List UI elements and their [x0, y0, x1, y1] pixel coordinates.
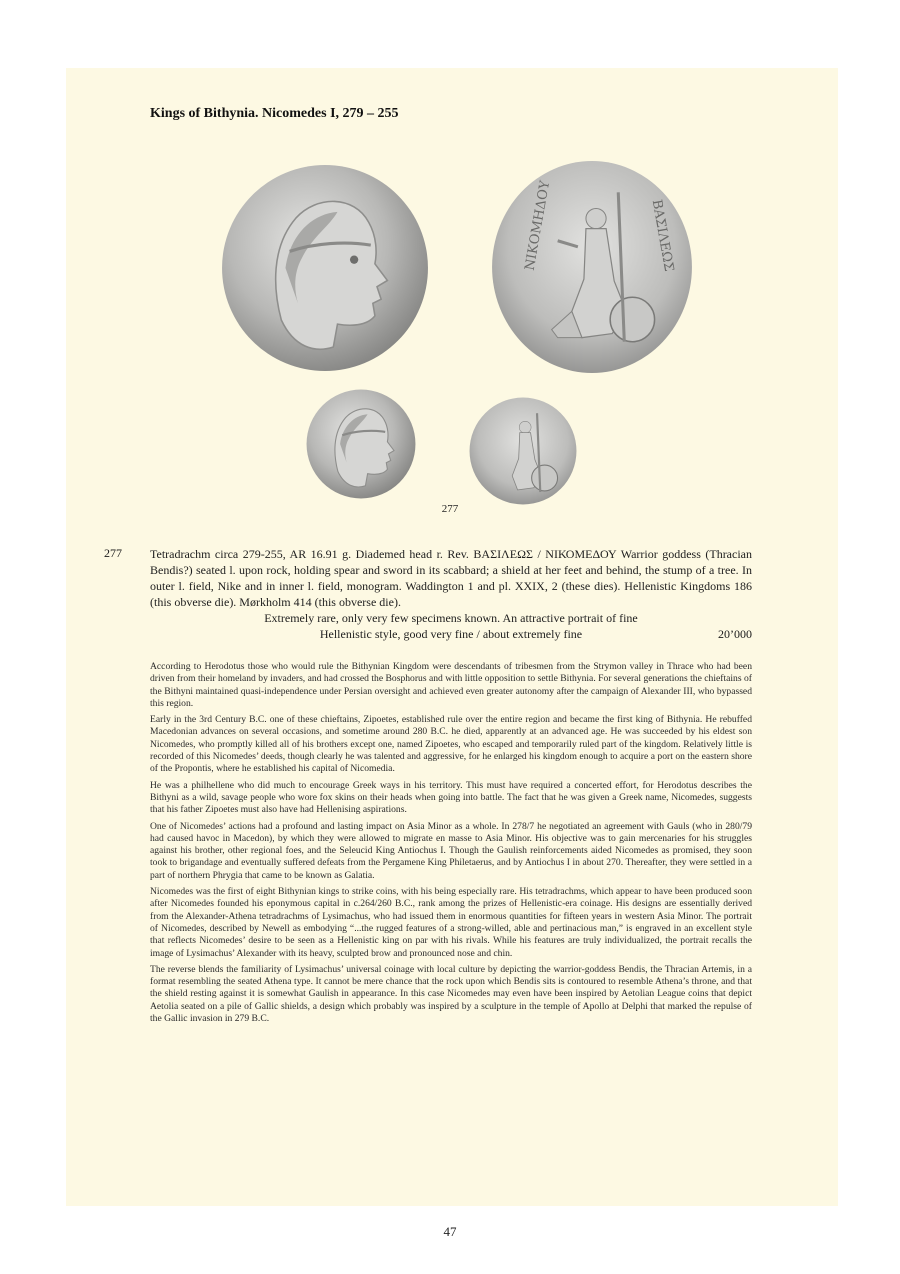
coin-obverse-large-image	[221, 163, 429, 373]
reverse-legend-right: ΒΑΣΙΛΕΩΣ	[648, 198, 677, 273]
essay-paragraph: Nicomedes was the first of eight Bithynian kings to strike coins, with his being especially rare. His tetradrachms, which appear to have been produced soon after Nicomedes founded his eponymous capital in c.264/260 B.C., rank among the prizes of Hellenistic-era coinage. His designs are essentially derived from the Alexander-Athena tetradrachms of Lysimachus, who had issued them in enormous quantities for fifteen years in western Asia Minor. The portrait of Nicomedes, described by Newell as embodying “...the rugged features of a strong-willed, able and pertinacious man,” is engraved in an excellent style that reflects Nicomedes’ desire to be seen as a Hellenistic king on par with his rivals. While his features are truly individualized, the portrait recalls the image of Lysimachus’ Alexander with its heavy, sculpted brow and pronounced nose and chin.	[150, 886, 752, 959]
reverse-legend-left: ΝΙΚΟΜΗΔΟΥ	[522, 179, 554, 272]
lot-number: 277	[104, 546, 122, 560]
essay-paragraph: One of Nicomedes’ actions had a profound and lasting impact on Asia Minor as a whole. In 278/7 he negotiated an agreement with Gauls (who in 280/79 had caused havoc in Macedon), by which they were allowed to migrate en masse to Asia Minor. His objective was to gain mercenaries for his struggles against his brother, other regional foes, and the Seleucid King Antiochus I. Though the Gaulish reinforcements aided Nicomedes as promised, they soon took to brigandage and eventually suffered defeats from the Pergamene King Philetaerus, and by Antiochus I in about 270. Thereafter, they were settled in a part of northern Phrygia that came to be known as Galatia.	[150, 820, 752, 881]
section-heading: Kings of Bithynia. Nicomedes I, 279 – 255	[150, 106, 399, 121]
essay-paragraph: Early in the 3rd Century B.C. one of these chieftains, Zipoetes, established rule over the entire region and became the first king of Bithynia. He rebuffed Macedonian advances on several occasions, and sometime around 280 B.C. he died, apparently at an advanced age. He was succeeded by his eldest son Nicomedes, who promptly killed all of his brothers except one, named Zipoetes, who escaped and temporarily ruled part of the kingdom. Relatively little is recorded of this Nicomedes’ deeds, though clearly he was talented and aggressive, for he enlarged his kingdom enough to acquire a port on the eastern shore of the Propontis, where he established his capital of Nicomedia.	[150, 714, 752, 775]
essay-paragraph: The reverse blends the familiarity of Lysimachus’ universal coinage with local culture by depicting the warrior-goddess Bendis, the Thracian Artemis, in a format resembling the seated Athena type. It cannot be mere chance that the rock upon which Bendis sits is contoured to resemble Athena’s throne, and that the shield resting against it is somewhat Gaulish in appearance. In this case Nicomedes may even have been inspired by Aetolian League coins that depict Aetolia seated on a pile of Gallic shields, a design which probably was inspired by a sculpture in the temple of Apollo at Delphi that marked the repulse of the Gallic invasion in 279 B.C.	[150, 963, 752, 1025]
coin-reverse-large-image	[491, 160, 693, 374]
essay-paragraph: According to Herodotus those who would rule the Bithynian Kingdom were descendants of tribesmen from the Strymon valley in Thrace who had been driven from their homeland by invaders, and had crossed the Bosphorus and with little opposition to settle Bithynia. For several generations the chieftains of the Bithyni maintained quasi-independence under Persian oversight and achieved even greater autonomy after the campaign of Alexander III, who bypassed this region.	[150, 661, 752, 709]
coin-reverse-small-image	[467, 397, 579, 505]
lot-grade	[150, 610, 752, 642]
lot-description: Tetradrachm circa 279-255, AR 16.91 g. Diademed head r. Rev. ΒΑΣΙΛΕΩΣ / ΝΙΚΟΜΕΔΟΥ Warrior goddess (Thracian Bendis?) seated l. upon rock, holding spear and sword in its scabbard; a shield at her feet and behind, the stump of a tree. In outer l. field, Nike and in inner l. field, monogram. Waddington 1 and pl. XXIX, 2 (these dies). Hellenistic Kingdoms 186 (this obverse die). Mørkholm 414 (this obverse die).	[150, 547, 752, 609]
coin-obverse-small-image	[303, 389, 419, 499]
lot-essay	[150, 661, 752, 1029]
essay-paragraph: He was a philhellene who did much to encourage Greek ways in his territory. This must have required a concerted effort, for Herodotus describes the Bithyni as a wild, savage people who wore fox skins on their heads when going into battle. The fact that he was given a Greek name, Nicomedes, suggests that his father Zipoetes must also have had Hellenising aspirations.	[150, 779, 752, 816]
page-number: 47	[443, 1224, 457, 1239]
lot-caption: 277	[441, 503, 459, 515]
lot-grade-line-1: Extremely rare, only very few specimens known. An attractive portrait of fine	[264, 611, 638, 625]
lot-grade-line-2: Hellenistic style, good very fine / about extremely fine	[319, 627, 583, 641]
lot-estimate-price: 20’000	[718, 627, 752, 641]
